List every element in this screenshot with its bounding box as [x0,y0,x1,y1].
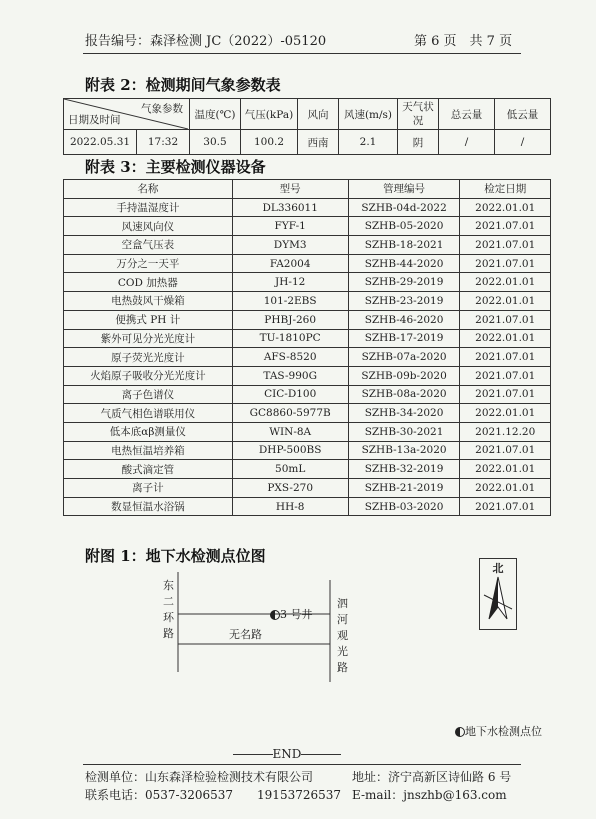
well-label: 3 号井 [280,608,313,621]
equip-date: 2021.12.20 [460,422,551,441]
equip-name: 万分之一天平 [64,254,233,273]
road-left-label: 东二环路 [163,579,174,640]
equip-date: 2021.07.01 [460,366,551,385]
equip-date: 2021.07.01 [460,310,551,329]
equip-model: DYM3 [232,236,348,255]
col-total-cloud: 总云量 [439,99,495,130]
well-marker [270,606,313,622]
equip-name: 低本底αβ测量仪 [64,422,233,441]
equip-date: 2021.07.01 [460,348,551,367]
equip-model: TAS-990G [232,366,348,385]
equip-id: SZHB-32-2019 [348,460,460,479]
footer-divider [83,764,521,765]
equip-name: 离子计 [64,479,233,498]
equipment-row [64,404,551,423]
footer-phone: 联系电话：0537-3206537 19153726537 [85,788,342,802]
equip-model: 50mL [232,460,348,479]
equip-id: SZHB-03-2020 [348,497,460,516]
equipment-row [64,385,551,404]
end-rule-left [233,754,273,755]
equip-id: SZHB-29-2019 [348,273,460,292]
equip-id: SZHB-34-2020 [348,404,460,423]
equip-date: 2022.01.01 [460,404,551,423]
row-pressure: 100.2 [241,130,298,155]
equip-id: SZHB-08a-2020 [348,385,460,404]
equip-name: 气质气相色谱联用仪 [64,404,233,423]
weather-diag-header [64,99,190,130]
row-time: 17:32 [137,130,190,155]
half-circle-icon [455,727,465,737]
row-date: 2022.05.31 [64,130,137,155]
equipment-row [64,441,551,460]
equip-col-name: 名称 [64,180,233,199]
half-circle-icon [270,610,280,620]
row-wind-direction: 西南 [298,130,339,155]
north-arrow-icon [480,575,516,627]
equip-date: 2021.07.01 [460,254,551,273]
equip-date: 2022.01.01 [460,460,551,479]
figure1-title: 附图 1：地下水检测点位图 [85,547,266,565]
row-low-cloud: / [495,130,551,155]
equip-name: COD 加热器 [64,273,233,292]
equip-model: DHP-500BS [232,441,348,460]
equip-date: 2021.07.01 [460,217,551,236]
equip-col-model: 型号 [232,180,348,199]
col-temperature: 温度(℃) [190,99,241,130]
end-rule-right [301,754,341,755]
equip-model: HH-8 [232,497,348,516]
equip-model: GC8860-5977B [232,404,348,423]
road-middle-label: 无名路 [229,628,262,641]
map-legend [455,723,542,739]
equip-date: 2022.01.01 [460,329,551,348]
diag-top-label: 气象参数 [141,103,183,115]
equip-model: FYF-1 [232,217,348,236]
equip-name: 酸式滴定管 [64,460,233,479]
equip-name: 电热恒温培养箱 [64,441,233,460]
equip-name: 空盒气压表 [64,236,233,255]
equip-date: 2021.07.01 [460,385,551,404]
equip-date: 2022.01.01 [460,273,551,292]
equip-id: SZHB-18-2021 [348,236,460,255]
diag-bottom-label: 日期及时间 [68,114,121,126]
equip-id: SZHB-13a-2020 [348,441,460,460]
equipment-row [64,198,551,217]
col-wind-direction: 风向 [298,99,339,130]
col-low-cloud: 低云量 [495,99,551,130]
north-arrow-box [479,558,517,630]
equip-id: SZHB-05-2020 [348,217,460,236]
equip-model: FA2004 [232,254,348,273]
equip-name: 手持温湿度计 [64,198,233,217]
equip-id: SZHB-17-2019 [348,329,460,348]
equip-id: SZHB-07a-2020 [348,348,460,367]
equip-name: 电热鼓风干燥箱 [64,292,233,311]
equip-model: PHBJ-260 [232,310,348,329]
equip-date: 2022.01.01 [460,479,551,498]
equip-id: SZHB-44-2020 [348,254,460,273]
header-divider [83,53,521,54]
equip-name: 紫外可见分光光度计 [64,329,233,348]
report-number: 报告编号：森泽检测 JC（2022）-05120 [85,34,327,49]
footer-unit: 检测单位：山东森泽检验检测技术有限公司 [85,770,314,784]
page-indicator: 第 6 页 共 7 页 [414,34,513,49]
end-mark [229,747,345,761]
footer-address: 地址：济宁高新区诗仙路 6 号 [352,770,512,784]
equipment-row [64,236,551,255]
equipment-row [64,366,551,385]
row-weather: 阴 [398,130,439,155]
equip-name: 原子荧光光度计 [64,348,233,367]
equipment-row [64,497,551,516]
equip-id: SZHB-23-2019 [348,292,460,311]
equip-name: 风速风向仪 [64,217,233,236]
equipment-row [64,310,551,329]
equip-name: 离子色谱仪 [64,385,233,404]
equip-model: WIN-8A [232,422,348,441]
end-text: END [272,747,302,761]
equip-date: 2021.07.01 [460,441,551,460]
legend-label: 地下水检测点位 [465,725,542,738]
equipment-row [64,422,551,441]
equip-date: 2021.07.01 [460,236,551,255]
col-weather: 天气状况 [398,99,439,130]
equip-model: CIC-D100 [232,385,348,404]
equip-date: 2022.01.01 [460,198,551,217]
equip-name: 数显恒温水浴锅 [64,497,233,516]
equipment-row [64,292,551,311]
equip-model: JH-12 [232,273,348,292]
equipment-row [64,254,551,273]
equip-model: 101-2EBS [232,292,348,311]
equipment-row [64,217,551,236]
equip-model: TU-1810PC [232,329,348,348]
equip-model: PXS-270 [232,479,348,498]
footer-email: E-mail：jnszhb@163.com [352,788,507,802]
road-right-label: 泗河观光路 [337,597,348,674]
equip-model: DL336011 [232,198,348,217]
col-pressure: 气压(kPa) [241,99,298,130]
weather-table [63,98,551,155]
appendix3-title: 附表 3：主要检测仪器设备 [85,158,266,176]
equip-name: 火焰原子吸收分光光度计 [64,366,233,385]
equipment-row [64,329,551,348]
north-label: 北 [492,562,504,575]
equip-col-date: 检定日期 [460,180,551,199]
equip-date: 2022.01.01 [460,292,551,311]
row-temperature: 30.5 [190,130,241,155]
row-wind-speed: 2.1 [339,130,398,155]
equipment-row [64,273,551,292]
equipment-row [64,460,551,479]
equip-id: SZHB-21-2019 [348,479,460,498]
equip-id: SZHB-30-2021 [348,422,460,441]
equip-id: SZHB-09b-2020 [348,366,460,385]
equip-name: 便携式 PH 计 [64,310,233,329]
equipment-table [63,179,551,516]
equip-model: AFS-8520 [232,348,348,367]
col-wind-speed: 风速(m/s) [339,99,398,130]
appendix2-title: 附表 2：检测期间气象参数表 [85,76,281,94]
row-total-cloud: / [439,130,495,155]
equipment-row [64,348,551,367]
equip-col-id: 管理编号 [348,180,460,199]
equip-id: SZHB-04d-2022 [348,198,460,217]
equip-date: 2021.07.01 [460,497,551,516]
equipment-row [64,479,551,498]
equip-id: SZHB-46-2020 [348,310,460,329]
